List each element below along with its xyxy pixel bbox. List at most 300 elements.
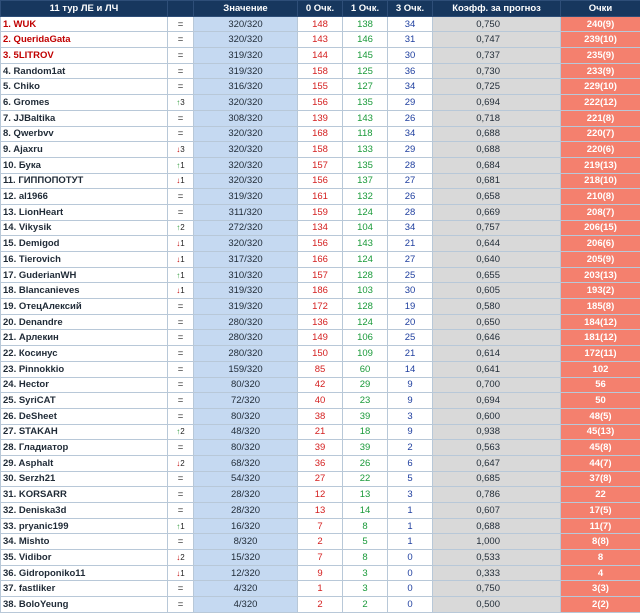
points-cell: 203(13) bbox=[561, 267, 640, 283]
three-points-cell: 31 bbox=[388, 32, 433, 48]
three-points-cell: 34 bbox=[388, 16, 433, 32]
table-row[interactable] bbox=[1, 63, 640, 79]
table-row[interactable] bbox=[1, 299, 640, 315]
zero-points-cell: 13 bbox=[298, 503, 343, 519]
value-cell: 319/320 bbox=[194, 299, 298, 315]
position-change-value: = bbox=[178, 34, 184, 45]
table-row[interactable] bbox=[1, 346, 640, 362]
player-name: 19. ОтецАлексий bbox=[1, 299, 168, 315]
points-cell: 219(13) bbox=[561, 157, 640, 173]
one-point-cell: 124 bbox=[343, 314, 388, 330]
coefficient-cell: 0,333 bbox=[433, 565, 561, 581]
position-change bbox=[168, 283, 194, 299]
points-cell: 45(8) bbox=[561, 440, 640, 456]
position-change bbox=[168, 79, 194, 95]
position-change-value: = bbox=[178, 395, 184, 406]
position-change bbox=[168, 346, 194, 362]
one-point-cell: 13 bbox=[343, 487, 388, 503]
three-points-cell: 6 bbox=[388, 455, 433, 471]
position-change-value: = bbox=[178, 489, 184, 500]
points-cell: 240(9) bbox=[561, 16, 640, 32]
arrow-down-icon: ↓ bbox=[176, 145, 180, 154]
one-point-cell: 22 bbox=[343, 471, 388, 487]
value-cell: 272/320 bbox=[194, 220, 298, 236]
points-cell: 220(7) bbox=[561, 126, 640, 142]
one-point-cell: 106 bbox=[343, 330, 388, 346]
points-cell: 102 bbox=[561, 361, 640, 377]
coefficient-cell: 0,725 bbox=[433, 79, 561, 95]
player-name: 3. 5LITROV bbox=[1, 48, 168, 64]
zero-points-cell: 12 bbox=[298, 487, 343, 503]
table-row[interactable] bbox=[1, 314, 640, 330]
one-point-cell: 127 bbox=[343, 79, 388, 95]
table-row[interactable] bbox=[1, 330, 640, 346]
arrow-down-icon: ↓ bbox=[176, 569, 180, 578]
zero-points-cell: 9 bbox=[298, 565, 343, 581]
value-cell: 316/320 bbox=[194, 79, 298, 95]
three-points-cell: 26 bbox=[388, 189, 433, 205]
coefficient-cell: 0,681 bbox=[433, 173, 561, 189]
table-row[interactable] bbox=[1, 252, 640, 268]
table-row[interactable] bbox=[1, 455, 640, 471]
value-cell: 28/320 bbox=[194, 503, 298, 519]
points-cell: 221(8) bbox=[561, 110, 640, 126]
table-row[interactable] bbox=[1, 518, 640, 534]
value-cell: 320/320 bbox=[194, 157, 298, 173]
header-zero-points[interactable]: 0 Очк. bbox=[298, 1, 343, 17]
coefficient-cell: 0,669 bbox=[433, 204, 561, 220]
position-change-value: = bbox=[178, 301, 184, 312]
one-point-cell: 146 bbox=[343, 32, 388, 48]
zero-points-cell: 148 bbox=[298, 16, 343, 32]
three-points-cell: 26 bbox=[388, 110, 433, 126]
player-name: 28. Гладиатор bbox=[1, 440, 168, 456]
position-change-value: = bbox=[178, 19, 184, 30]
coefficient-cell: 0,694 bbox=[433, 95, 561, 111]
position-change bbox=[168, 267, 194, 283]
position-change-value: = bbox=[178, 536, 184, 547]
one-point-cell: 3 bbox=[343, 581, 388, 597]
value-cell: 320/320 bbox=[194, 95, 298, 111]
one-point-cell: 125 bbox=[343, 63, 388, 79]
value-cell: 72/320 bbox=[194, 393, 298, 409]
value-cell: 320/320 bbox=[194, 126, 298, 142]
coefficient-cell: 0,500 bbox=[433, 597, 561, 613]
table-row[interactable] bbox=[1, 142, 640, 158]
position-change bbox=[168, 173, 194, 189]
player-name: 18. Blancanieves bbox=[1, 283, 168, 299]
player-name: 23. Pinnokkio bbox=[1, 361, 168, 377]
points-cell: 193(2) bbox=[561, 283, 640, 299]
one-point-cell: 133 bbox=[343, 142, 388, 158]
position-change bbox=[168, 220, 194, 236]
one-point-cell: 5 bbox=[343, 534, 388, 550]
points-cell: 22 bbox=[561, 487, 640, 503]
points-cell: 233(9) bbox=[561, 63, 640, 79]
position-change bbox=[168, 314, 194, 330]
arrow-up-icon: ↑ bbox=[176, 271, 180, 280]
player-name: 38. BoloYeung bbox=[1, 597, 168, 613]
position-change-value: = bbox=[178, 364, 184, 375]
player-name: 5. Chiko bbox=[1, 79, 168, 95]
value-cell: 15/320 bbox=[194, 550, 298, 566]
value-cell: 48/320 bbox=[194, 424, 298, 440]
coefficient-cell: 0,750 bbox=[433, 581, 561, 597]
header-points[interactable]: Очки bbox=[561, 1, 640, 17]
points-cell: 239(10) bbox=[561, 32, 640, 48]
table-row[interactable] bbox=[1, 236, 640, 252]
one-point-cell: 60 bbox=[343, 361, 388, 377]
position-change bbox=[168, 440, 194, 456]
value-cell: 159/320 bbox=[194, 361, 298, 377]
table-row[interactable] bbox=[1, 283, 640, 299]
arrow-down-icon: ↓ bbox=[176, 459, 180, 468]
table-row[interactable] bbox=[1, 32, 640, 48]
position-change-value: 2 bbox=[180, 459, 184, 468]
three-points-cell: 25 bbox=[388, 267, 433, 283]
coefficient-cell: 0,655 bbox=[433, 267, 561, 283]
position-change bbox=[168, 299, 194, 315]
table-row[interactable] bbox=[1, 16, 640, 32]
points-cell: 206(6) bbox=[561, 236, 640, 252]
arrow-up-icon: ↑ bbox=[176, 223, 180, 232]
one-point-cell: 2 bbox=[343, 597, 388, 613]
player-name: 26. DeSheet bbox=[1, 408, 168, 424]
position-change bbox=[168, 16, 194, 32]
one-point-cell: 104 bbox=[343, 220, 388, 236]
points-cell: 50 bbox=[561, 393, 640, 409]
value-cell: 4/320 bbox=[194, 581, 298, 597]
player-name: 16. Tierovich bbox=[1, 252, 168, 268]
one-point-cell: 128 bbox=[343, 267, 388, 283]
table-row[interactable] bbox=[1, 597, 640, 613]
points-cell: 48(5) bbox=[561, 408, 640, 424]
coefficient-cell: 0,750 bbox=[433, 16, 561, 32]
one-point-cell: 124 bbox=[343, 252, 388, 268]
position-change bbox=[168, 518, 194, 534]
table-row[interactable] bbox=[1, 157, 640, 173]
coefficient-cell: 0,757 bbox=[433, 220, 561, 236]
player-name: 29. Asphalt bbox=[1, 455, 168, 471]
three-points-cell: 27 bbox=[388, 252, 433, 268]
coefficient-cell: 0,614 bbox=[433, 346, 561, 362]
arrow-down-icon: ↓ bbox=[176, 255, 180, 264]
player-name: 6. Gromes bbox=[1, 95, 168, 111]
points-cell: 11(7) bbox=[561, 518, 640, 534]
table-row[interactable] bbox=[1, 204, 640, 220]
value-cell: 320/320 bbox=[194, 173, 298, 189]
one-point-cell: 118 bbox=[343, 126, 388, 142]
arrow-down-icon: ↓ bbox=[176, 286, 180, 295]
header-move[interactable] bbox=[168, 1, 194, 17]
table-row[interactable] bbox=[1, 471, 640, 487]
zero-points-cell: 166 bbox=[298, 252, 343, 268]
table-row[interactable] bbox=[1, 361, 640, 377]
table-row[interactable] bbox=[1, 189, 640, 205]
three-points-cell: 14 bbox=[388, 361, 433, 377]
zero-points-cell: 21 bbox=[298, 424, 343, 440]
position-change bbox=[168, 189, 194, 205]
position-change bbox=[168, 236, 194, 252]
player-name: 36. Gidroponiko11 bbox=[1, 565, 168, 581]
coefficient-cell: 0,644 bbox=[433, 236, 561, 252]
zero-points-cell: 27 bbox=[298, 471, 343, 487]
position-change-value: = bbox=[178, 348, 184, 359]
coefficient-cell: 0,684 bbox=[433, 157, 561, 173]
player-name: 21. Арлекин bbox=[1, 330, 168, 346]
position-change bbox=[168, 110, 194, 126]
zero-points-cell: 156 bbox=[298, 173, 343, 189]
value-cell: 280/320 bbox=[194, 346, 298, 362]
table-row[interactable] bbox=[1, 581, 640, 597]
player-name: 4. Random1at bbox=[1, 63, 168, 79]
arrow-down-icon: ↓ bbox=[176, 176, 180, 185]
zero-points-cell: 85 bbox=[298, 361, 343, 377]
one-point-cell: 29 bbox=[343, 377, 388, 393]
position-change-value: 2 bbox=[180, 427, 184, 436]
value-cell: 319/320 bbox=[194, 189, 298, 205]
zero-points-cell: 149 bbox=[298, 330, 343, 346]
position-change bbox=[168, 361, 194, 377]
table-row[interactable] bbox=[1, 393, 640, 409]
table-row[interactable] bbox=[1, 48, 640, 64]
zero-points-cell: 156 bbox=[298, 236, 343, 252]
position-change-value: = bbox=[178, 128, 184, 139]
position-change bbox=[168, 204, 194, 220]
player-name: 27. STAKAH bbox=[1, 424, 168, 440]
position-change bbox=[168, 157, 194, 173]
position-change bbox=[168, 565, 194, 581]
player-name: 34. Mishto bbox=[1, 534, 168, 550]
position-change-value: = bbox=[178, 473, 184, 484]
one-point-cell: 8 bbox=[343, 550, 388, 566]
value-cell: 319/320 bbox=[194, 283, 298, 299]
player-name: 7. JJBaltika bbox=[1, 110, 168, 126]
zero-points-cell: 7 bbox=[298, 518, 343, 534]
three-points-cell: 2 bbox=[388, 440, 433, 456]
zero-points-cell: 159 bbox=[298, 204, 343, 220]
coefficient-cell: 0,658 bbox=[433, 189, 561, 205]
points-cell: 44(7) bbox=[561, 455, 640, 471]
coefficient-cell: 0,694 bbox=[433, 393, 561, 409]
value-cell: 68/320 bbox=[194, 455, 298, 471]
one-point-cell: 143 bbox=[343, 236, 388, 252]
points-cell: 205(9) bbox=[561, 252, 640, 268]
value-cell: 317/320 bbox=[194, 252, 298, 268]
table-row[interactable] bbox=[1, 550, 640, 566]
three-points-cell: 3 bbox=[388, 408, 433, 424]
points-cell: 37(8) bbox=[561, 471, 640, 487]
player-name: 15. Demigod bbox=[1, 236, 168, 252]
one-point-cell: 128 bbox=[343, 299, 388, 315]
player-name: 24. Hector bbox=[1, 377, 168, 393]
coefficient-cell: 0,718 bbox=[433, 110, 561, 126]
position-change-value: 1 bbox=[180, 161, 184, 170]
player-name: 2. QueridaGata bbox=[1, 32, 168, 48]
position-change-value: = bbox=[178, 505, 184, 516]
zero-points-cell: 7 bbox=[298, 550, 343, 566]
position-change bbox=[168, 63, 194, 79]
position-change-value: 3 bbox=[180, 145, 184, 154]
arrow-up-icon: ↑ bbox=[176, 522, 180, 531]
value-cell: 310/320 bbox=[194, 267, 298, 283]
player-name: 32. Deniska3d bbox=[1, 503, 168, 519]
table-row[interactable] bbox=[1, 110, 640, 126]
coefficient-cell: 0,685 bbox=[433, 471, 561, 487]
player-name: 13. LionHeart bbox=[1, 204, 168, 220]
position-change bbox=[168, 252, 194, 268]
value-cell: 319/320 bbox=[194, 48, 298, 64]
value-cell: 54/320 bbox=[194, 471, 298, 487]
player-name: 14. Vikysik bbox=[1, 220, 168, 236]
position-change-value: = bbox=[178, 50, 184, 61]
table-row[interactable] bbox=[1, 440, 640, 456]
points-cell: 3(3) bbox=[561, 581, 640, 597]
position-change-value: 1 bbox=[180, 239, 184, 248]
value-cell: 280/320 bbox=[194, 330, 298, 346]
table-row[interactable] bbox=[1, 126, 640, 142]
zero-points-cell: 157 bbox=[298, 267, 343, 283]
three-points-cell: 30 bbox=[388, 48, 433, 64]
three-points-cell: 34 bbox=[388, 126, 433, 142]
position-change bbox=[168, 503, 194, 519]
three-points-cell: 5 bbox=[388, 471, 433, 487]
table-row[interactable] bbox=[1, 408, 640, 424]
position-change bbox=[168, 487, 194, 503]
zero-points-cell: 36 bbox=[298, 455, 343, 471]
position-change bbox=[168, 142, 194, 158]
arrow-down-icon: ↓ bbox=[176, 239, 180, 248]
coefficient-cell: 0,700 bbox=[433, 377, 561, 393]
position-change bbox=[168, 534, 194, 550]
points-cell: 210(8) bbox=[561, 189, 640, 205]
three-points-cell: 28 bbox=[388, 157, 433, 173]
points-cell: 206(15) bbox=[561, 220, 640, 236]
position-change bbox=[168, 377, 194, 393]
value-cell: 16/320 bbox=[194, 518, 298, 534]
three-points-cell: 27 bbox=[388, 173, 433, 189]
three-points-cell: 9 bbox=[388, 377, 433, 393]
value-cell: 308/320 bbox=[194, 110, 298, 126]
player-name: 20. Denandre bbox=[1, 314, 168, 330]
one-point-cell: 23 bbox=[343, 393, 388, 409]
coefficient-cell: 0,605 bbox=[433, 283, 561, 299]
points-cell: 218(10) bbox=[561, 173, 640, 189]
zero-points-cell: 150 bbox=[298, 346, 343, 362]
position-change bbox=[168, 32, 194, 48]
arrow-up-icon: ↑ bbox=[176, 161, 180, 170]
three-points-cell: 30 bbox=[388, 283, 433, 299]
zero-points-cell: 161 bbox=[298, 189, 343, 205]
table-row[interactable] bbox=[1, 220, 640, 236]
coefficient-cell: 0,747 bbox=[433, 32, 561, 48]
table-row[interactable] bbox=[1, 267, 640, 283]
coefficient-cell: 0,688 bbox=[433, 518, 561, 534]
position-change-value: = bbox=[178, 442, 184, 453]
header-value[interactable]: Значение bbox=[194, 1, 298, 17]
position-change bbox=[168, 597, 194, 613]
position-change-value: = bbox=[178, 317, 184, 328]
zero-points-cell: 38 bbox=[298, 408, 343, 424]
points-cell: 208(7) bbox=[561, 204, 640, 220]
table-row[interactable] bbox=[1, 487, 640, 503]
position-change-value: = bbox=[178, 332, 184, 343]
header-three-points[interactable]: 3 Очк. bbox=[388, 1, 433, 17]
table-row[interactable] bbox=[1, 95, 640, 111]
zero-points-cell: 158 bbox=[298, 63, 343, 79]
points-cell: 229(10) bbox=[561, 79, 640, 95]
one-point-cell: 135 bbox=[343, 95, 388, 111]
position-change-value: = bbox=[178, 583, 184, 594]
position-change-value: 1 bbox=[180, 271, 184, 280]
arrow-up-icon: ↑ bbox=[176, 98, 180, 107]
three-points-cell: 20 bbox=[388, 314, 433, 330]
value-cell: 320/320 bbox=[194, 16, 298, 32]
table-row[interactable] bbox=[1, 424, 640, 440]
three-points-cell: 0 bbox=[388, 581, 433, 597]
player-name: 37. fastliker bbox=[1, 581, 168, 597]
value-cell: 4/320 bbox=[194, 597, 298, 613]
player-name: 35. Vidibor bbox=[1, 550, 168, 566]
position-change-value: 1 bbox=[180, 522, 184, 531]
position-change-value: = bbox=[178, 207, 184, 218]
player-name: 17. GuderianWH bbox=[1, 267, 168, 283]
position-change-value: = bbox=[178, 113, 184, 124]
position-change-value: = bbox=[178, 379, 184, 390]
table-row[interactable] bbox=[1, 79, 640, 95]
value-cell: 320/320 bbox=[194, 142, 298, 158]
position-change bbox=[168, 550, 194, 566]
points-cell: 2(2) bbox=[561, 597, 640, 613]
value-cell: 319/320 bbox=[194, 63, 298, 79]
value-cell: 12/320 bbox=[194, 565, 298, 581]
zero-points-cell: 172 bbox=[298, 299, 343, 315]
table-row[interactable] bbox=[1, 173, 640, 189]
table-header-row bbox=[1, 1, 640, 17]
header-coefficient[interactable]: Коэфф. за прогноз bbox=[433, 1, 561, 17]
zero-points-cell: 155 bbox=[298, 79, 343, 95]
table-row[interactable] bbox=[1, 377, 640, 393]
header-one-point[interactable]: 1 Очк. bbox=[343, 1, 388, 17]
player-name: 11. ГИППОПОТУТ bbox=[1, 173, 168, 189]
one-point-cell: 18 bbox=[343, 424, 388, 440]
three-points-cell: 21 bbox=[388, 346, 433, 362]
arrow-up-icon: ↑ bbox=[176, 427, 180, 436]
points-cell: 184(12) bbox=[561, 314, 640, 330]
table-row[interactable] bbox=[1, 565, 640, 581]
position-change bbox=[168, 393, 194, 409]
zero-points-cell: 156 bbox=[298, 95, 343, 111]
points-cell: 8(8) bbox=[561, 534, 640, 550]
position-change bbox=[168, 48, 194, 64]
table-row[interactable] bbox=[1, 534, 640, 550]
points-cell: 8 bbox=[561, 550, 640, 566]
one-point-cell: 145 bbox=[343, 48, 388, 64]
one-point-cell: 124 bbox=[343, 204, 388, 220]
position-change bbox=[168, 455, 194, 471]
one-point-cell: 138 bbox=[343, 16, 388, 32]
player-name: 30. Serzh21 bbox=[1, 471, 168, 487]
header-round[interactable]: 11 тур ЛЕ и ЛЧ bbox=[1, 1, 168, 17]
three-points-cell: 29 bbox=[388, 142, 433, 158]
table-row[interactable] bbox=[1, 503, 640, 519]
player-name: 31. KORSARR bbox=[1, 487, 168, 503]
zero-points-cell: 144 bbox=[298, 48, 343, 64]
one-point-cell: 26 bbox=[343, 455, 388, 471]
position-change bbox=[168, 408, 194, 424]
position-change-value: = bbox=[178, 599, 184, 610]
zero-points-cell: 2 bbox=[298, 534, 343, 550]
